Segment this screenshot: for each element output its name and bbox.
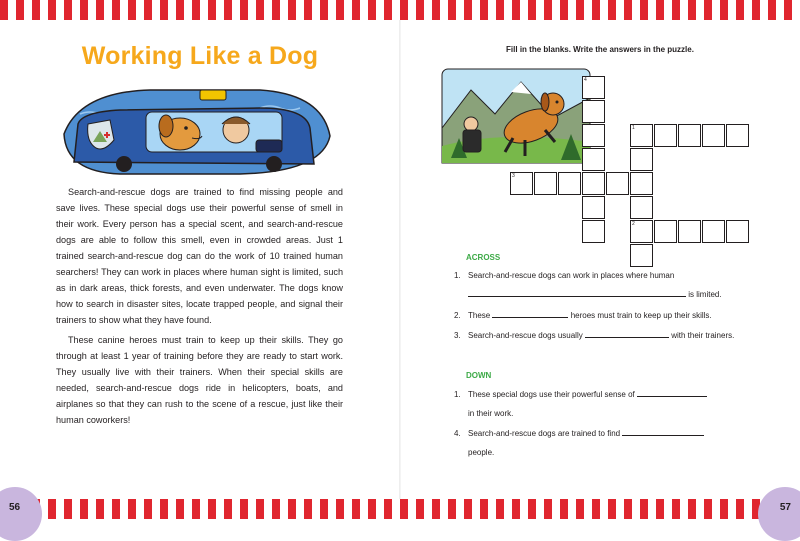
crossword-cell[interactable] [582,148,605,171]
article-body [56,184,343,432]
crossword-clue-number: 4 [584,77,587,83]
clue-text: heroes must train to keep up their skills. [570,311,712,320]
clue-number: 2. [454,311,461,320]
crossword-cell[interactable] [702,124,725,147]
crossword-cell[interactable] [654,220,677,243]
crossword-cell[interactable] [582,100,605,123]
crossword-cell[interactable] [582,220,605,243]
crossword-cell[interactable] [654,124,677,147]
clue-number: 4. [454,429,461,438]
crossword-cell[interactable] [510,172,533,195]
answer-blank[interactable] [492,308,568,318]
across-clue-3 [454,326,754,345]
crossword-cell[interactable] [678,124,701,147]
page-number-tab-left [0,487,42,541]
rescue-dog-illustration [441,68,591,164]
answer-blank[interactable] [585,328,669,338]
crossword-cell[interactable] [726,220,749,243]
clue-text: These special dogs use their powerful sense of [468,390,635,399]
paragraph-2: These canine heroes must train to keep up their skills. They go through at least 1 year of training before they are ready to start work. They usually live with their trainers. When their special skills are needed, search-and-rescue dogs ride in helicopters, boats, and airplanes so that they can rush to the scene of a rescue, just like their human coworkers! [56,335,343,425]
crossword-cell[interactable] [582,124,605,147]
crossword-cell[interactable] [726,124,749,147]
bottom-stripe-border [0,499,800,519]
crossword-cell[interactable] [630,220,653,243]
page-number-left: 56 [9,502,21,513]
clue-number: 3. [454,331,461,340]
crossword-cell[interactable] [630,196,653,219]
answer-blank[interactable] [637,387,707,397]
crossword-cell[interactable] [630,172,653,195]
book-spine [399,20,401,499]
clue-text: with their trainers. [671,331,735,340]
crossword-clue-number: 1 [632,125,635,131]
crossword-cell[interactable] [582,172,605,195]
across-clue-1 [454,266,754,304]
page-title: Working Like a Dog [81,42,319,70]
crossword-cell[interactable] [630,148,653,171]
down-clue-4 [454,424,754,462]
clue-number: 1. [454,390,461,399]
clue-text: people. [468,448,495,457]
clue-number: 1. [454,271,461,280]
crossword-cell[interactable] [630,124,653,147]
clue-text: Search-and-rescue dogs can work in places where human [468,271,675,280]
down-clue-1 [454,385,754,423]
clue-text: Search-and-rescue dogs usually [468,331,583,340]
page-number-right: 57 [779,502,791,513]
crossword-clue-number: 2 [632,221,635,227]
clue-text: Search-and-rescue dogs are trained to find [468,429,621,438]
answer-blank[interactable] [468,287,686,297]
puzzle-instructions: Fill in the blanks. Write the answers in the puzzle. [506,45,694,54]
clue-text: is limited. [688,290,722,299]
crossword-cell[interactable] [558,172,581,195]
rescue-car-illustration [60,84,332,176]
top-stripe-border [0,0,800,20]
across-clue-2 [454,306,754,325]
answer-blank[interactable] [622,426,704,436]
clue-text: in their work. [468,409,514,418]
crossword-cell[interactable] [606,172,629,195]
crossword-cell[interactable] [630,244,653,267]
down-heading: DOWN [466,371,492,380]
crossword-cell[interactable] [534,172,557,195]
paragraph-1: Search-and-rescue dogs are trained to find missing people and save lives. These special dogs use their powerful sense of smell in their work. Every person has a special scent, and search-and-rescue dogs are able to follow this smell, even in crowded areas. Just 1 trained search-and-rescue dog can do the work of 10 trained human searchers! They can work in places where human sight is limited, such as in dark areas, thick forests, and even underwater. The dogs know how to search in disaster sites, locate trapped people, and signal their trainers to show what they have found. [56,187,343,325]
clue-text: These [468,311,491,320]
page-number-tab-right [758,487,800,541]
crossword-cell[interactable] [582,196,605,219]
across-heading: ACROSS [466,253,501,262]
crossword-cell[interactable] [702,220,725,243]
crossword-cell[interactable] [678,220,701,243]
crossword-clue-number: 3 [512,173,515,179]
crossword-cell[interactable] [582,76,605,99]
